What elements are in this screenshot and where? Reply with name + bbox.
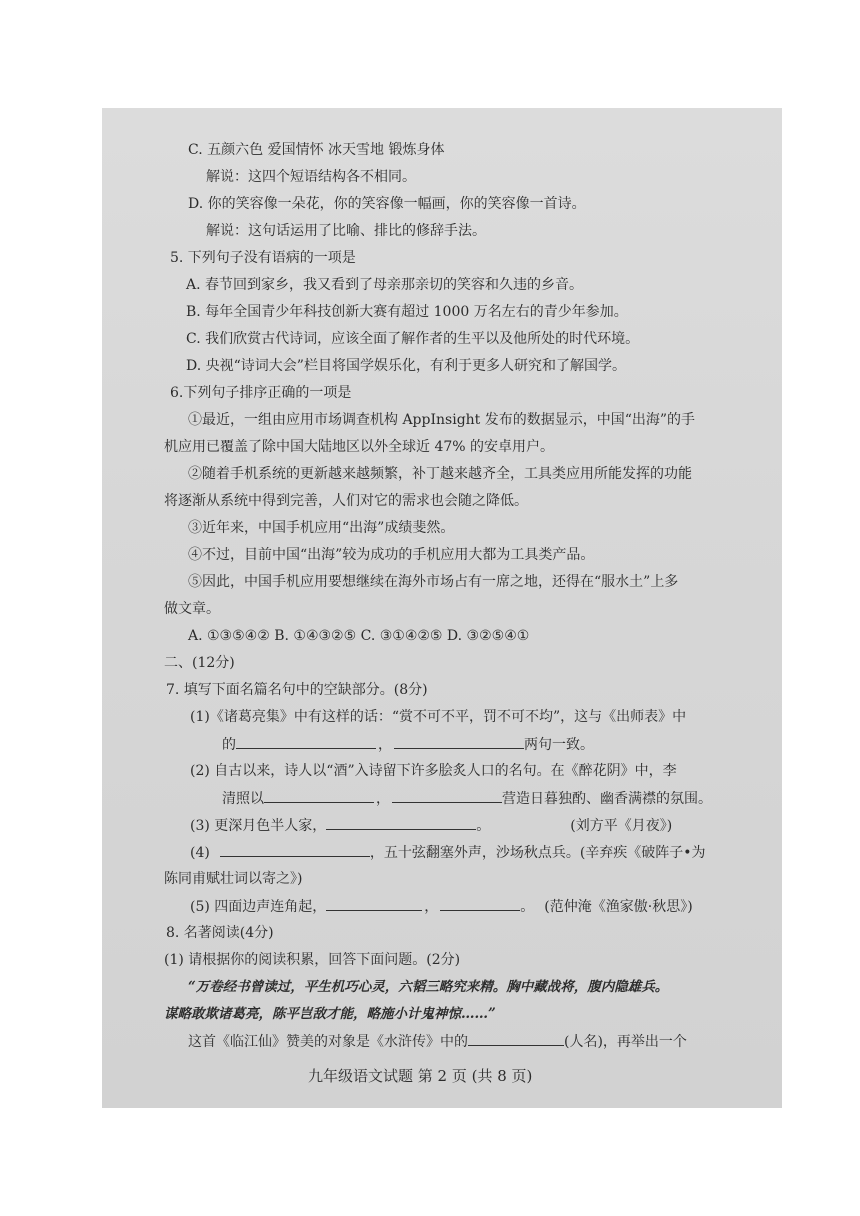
- question-5-option-c: C. 我们欣赏古代诗词，应该全面了解作者的生平以及他所处的时代环境。: [186, 331, 640, 347]
- blank-7-1-a[interactable]: [236, 734, 376, 749]
- question-7-2-line-2: 清照以 ， 营造日暮独酌、幽香满襟的氛围。: [222, 788, 712, 809]
- q7-4-suffix: ，五十弦翻塞外声，沙场秋点兵。(辛弃疾《破阵子•为: [369, 845, 706, 861]
- q7-1-suffix: 两句一致。: [524, 737, 594, 753]
- question-5-option-d: D. 央视“诗词大会”栏目将国学娱乐化，有利于更多人研究和了解国学。: [186, 358, 626, 374]
- q8-prefix: 这首《临江仙》赞美的对象是《水浒传》中的: [188, 1034, 468, 1050]
- question-7-4: [190, 842, 706, 863]
- section-2-heading: 二、(12分): [164, 655, 235, 671]
- poem-line-2: 谋略敢欺诸葛亮，陈平岂敌才能，略施小计鬼神惊……”: [164, 1006, 496, 1022]
- question-6: 6.下列句子排序正确的一项是: [170, 385, 352, 401]
- question-7-2-line-1: (2) 自古以来，诗人以“酒”入诗留下许多脍炙人口的名句。在《醉花阴》中，李: [190, 763, 677, 779]
- option-c-explanation: 解说：这四个短语结构各不相同。: [206, 169, 416, 185]
- q7-4-prefix: (4): [190, 845, 210, 861]
- sentence-3: ③近年来，中国手机应用“出海”成绩斐然。: [188, 520, 455, 536]
- blank-7-2-b[interactable]: [392, 788, 502, 803]
- question-7-1-line-1: (1)《诸葛亮集》中有这样的话：“赏不可不平，罚不可不均”，这与《出师表》中: [190, 709, 687, 725]
- question-8-1: (1) 请根据你的阅读积累，回答下面问题。(2分): [164, 952, 461, 968]
- sentence-2-line-1: ②随着手机系统的更新越来越频繁，补丁越来越齐全，工具类应用所能发挥的功能: [188, 466, 692, 482]
- blank-7-5-a[interactable]: [326, 896, 422, 911]
- question-7-3: (3) 更深月色半人家， 。 (刘方平《月夜》): [190, 815, 672, 836]
- question-5-option-a: A. 春节回到家乡，我又看到了母亲那亲切的笑容和久违的乡音。: [186, 277, 584, 293]
- blank-7-1-b[interactable]: [394, 734, 524, 749]
- blank-7-5-b[interactable]: [440, 896, 520, 911]
- blank-7-3[interactable]: [326, 815, 476, 830]
- q7-5-source: (范仲淹《渔家傲·秋思》): [544, 899, 693, 915]
- option-d: D. 你的笑容像一朵花，你的笑容像一幅画，你的笑容像一首诗。: [188, 196, 586, 212]
- sentence-5-line-2: 做文章。: [164, 601, 220, 617]
- question-8-1-prompt: [188, 1031, 687, 1052]
- blank-7-4[interactable]: [220, 842, 370, 857]
- option-c: C. 五颜六色 爱国情怀 冰天雪地 锻炼身体: [188, 142, 445, 158]
- question-7-4-line-2: 陈同甫赋壮词以寄之》): [164, 871, 303, 887]
- sentence-1-line-1: ①最近，一组由应用市场调查机构 AppInsight 发布的数据显示，中国“出海”的手: [188, 412, 696, 428]
- q7-5-prefix: (5) 四面边声连角起，: [190, 899, 327, 915]
- q7-3-source: (刘方平《月夜》): [570, 818, 673, 834]
- question-5-option-b: B. 每年全国青少年科技创新大赛有超过 1000 万名左右的青少年参加。: [186, 304, 628, 320]
- q7-1-prefix: 的: [222, 737, 236, 753]
- blank-7-2-a[interactable]: [264, 788, 374, 803]
- question-8: 8. 名著阅读(4分): [166, 925, 274, 941]
- q7-3-prefix: (3) 更深月色半人家，: [190, 818, 327, 834]
- question-7: 7. 填写下面名篇名句中的空缺部分。(8分): [166, 682, 428, 698]
- poem-line-1: “万卷经书曾读过，平生机巧心灵，六韬三略究来精。胸中藏战将，腹内隐雄兵。: [188, 979, 669, 995]
- blank-8-1[interactable]: [468, 1031, 564, 1046]
- exam-page: [102, 108, 782, 1108]
- sentence-4: ④不过，目前中国“出海”较为成功的手机应用大都为工具类产品。: [188, 547, 595, 563]
- sentence-2-line-2: 将逐渐从系统中得到完善，人们对它的需求也会随之降低。: [164, 493, 528, 509]
- q7-2-prefix: 清照以: [222, 791, 264, 807]
- q7-2-suffix: 营造日暮独酌、幽香满襟的氛围。: [502, 791, 712, 807]
- question-7-5: (5) 四面边声连角起， ， 。 (范仲淹《渔家傲·秋思》): [190, 896, 693, 917]
- question-6-options: A. ①③⑤④② B. ①④③②⑤ C. ③①④②⑤ D. ③②⑤④①: [188, 628, 530, 644]
- sentence-1-line-2: 机应用已覆盖了除中国大陆地区以外全球近 47% 的安卓用户。: [164, 439, 555, 455]
- sentence-5-line-1: ⑤因此，中国手机应用要想继续在海外市场占有一席之地，还得在“服水土”上多: [188, 574, 679, 590]
- question-5: 5. 下列句子没有语病的一项是: [170, 250, 356, 266]
- option-d-explanation: 解说：这句话运用了比喻、排比的修辞手法。: [206, 223, 486, 239]
- q8-suffix: (人名)，再举出一个: [564, 1034, 687, 1050]
- question-7-1-line-2: 的 ， 两句一致。: [222, 734, 594, 755]
- page-footer: 九年级语文试题 第 2 页 (共 8 页): [308, 1067, 533, 1085]
